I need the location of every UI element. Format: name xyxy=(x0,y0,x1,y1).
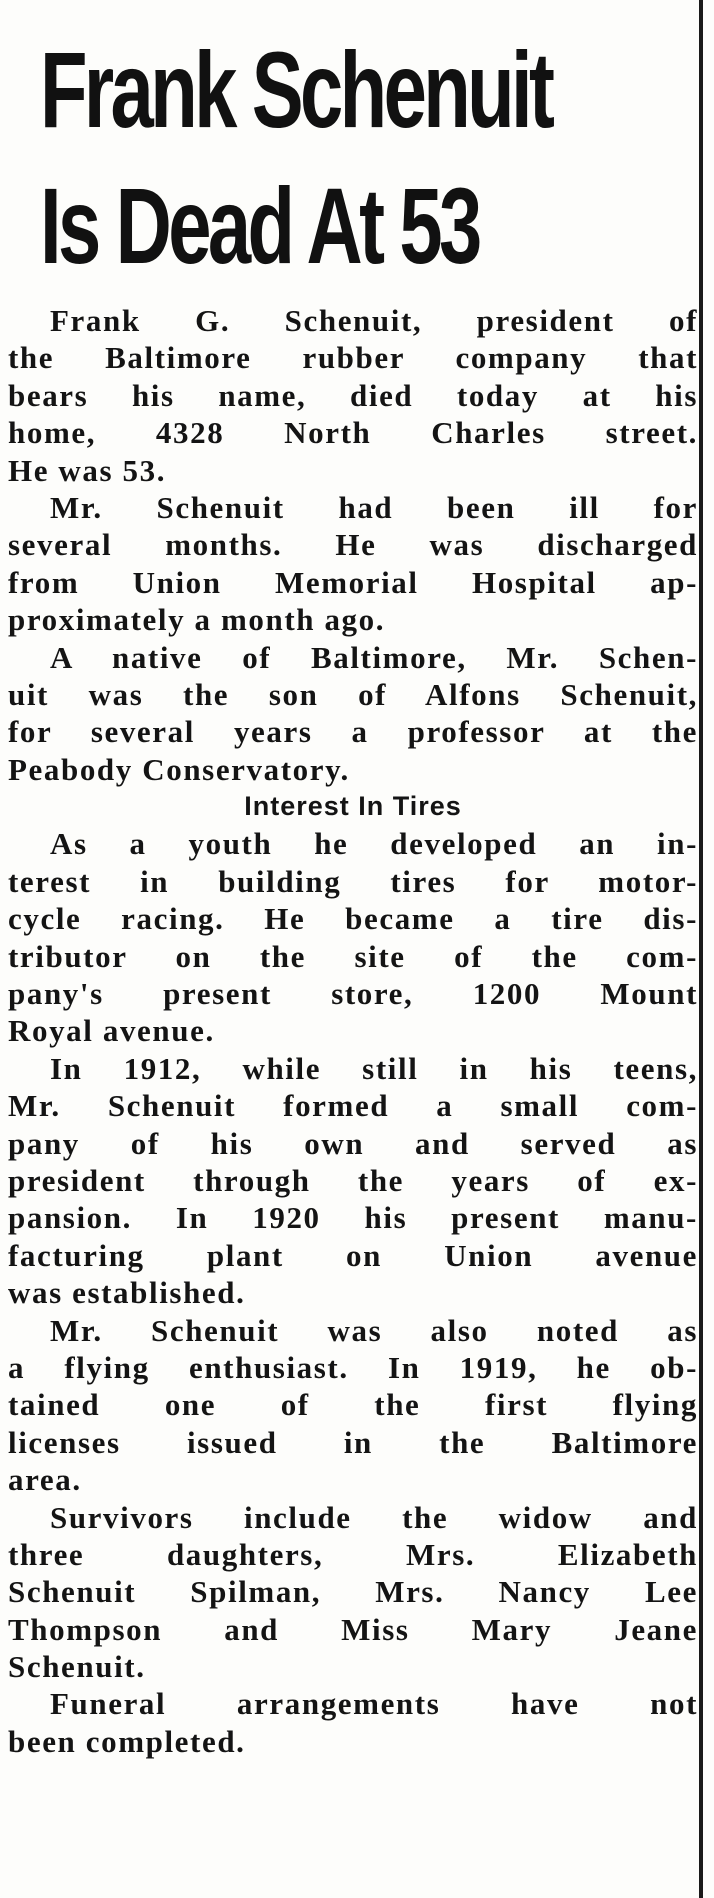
headline xyxy=(40,22,552,294)
article-line: area. xyxy=(8,1462,82,1498)
article-line: home, 4328 North Charles street. xyxy=(8,415,698,451)
article-line: Mr. Schenuit was also noted as xyxy=(50,1312,698,1348)
article-line: terest in building tires for motor- xyxy=(8,863,698,899)
column-rule xyxy=(699,0,703,1898)
article-line: uit was the son of Alfons Schenuit, xyxy=(8,676,698,712)
article-line: pansion. In 1920 his present manu- xyxy=(8,1200,698,1236)
article-line: Funeral arrangements have not xyxy=(50,1686,698,1722)
article-line: been completed. xyxy=(8,1723,246,1759)
article-line: three daughters, Mrs. Elizabeth xyxy=(8,1536,698,1572)
article-line: pany of his own and served as xyxy=(8,1125,698,1161)
article-line: bears his name, died today at his xyxy=(8,377,698,413)
article-line: A native of Baltimore, Mr. Schen- xyxy=(50,639,698,675)
article-body xyxy=(8,302,698,1760)
article-line: Royal avenue. xyxy=(8,1013,215,1049)
article-line: the Baltimore rubber company that xyxy=(8,340,698,376)
article-line: Thompson and Miss Mary Jeane xyxy=(8,1611,698,1647)
article-line: Mr. Schenuit formed a small com- xyxy=(8,1088,698,1124)
article-line: Schenuit Spilman, Mrs. Nancy Lee xyxy=(8,1574,698,1610)
article-line: facturing plant on Union avenue xyxy=(8,1237,698,1273)
article-line: tributor on the site of the com- xyxy=(8,938,698,974)
article-line: He was 53. xyxy=(8,452,167,488)
article-line: cycle racing. He became a tire dis- xyxy=(8,901,698,937)
article-line: proximately a month ago. xyxy=(8,602,386,638)
headline-line-1: Frank Schenuit xyxy=(40,29,552,150)
article-line: Peabody Conservatory. xyxy=(8,751,350,787)
article-line: As a youth he developed an in- xyxy=(50,826,698,862)
article-line: was established. xyxy=(8,1275,246,1311)
article-line: Frank G. Schenuit, president of xyxy=(50,303,698,338)
article-line: a flying enthusiast. In 1919, he ob- xyxy=(8,1349,698,1385)
article-line: In 1912, while still in his teens, xyxy=(50,1050,698,1086)
article-line: for several years a professor at the xyxy=(8,714,698,750)
article-line: Schenuit. xyxy=(8,1649,146,1685)
article-line: tained one of the first flying xyxy=(8,1387,698,1423)
article-line: from Union Memorial Hospital ap- xyxy=(8,564,698,600)
article-line: Mr. Schenuit had been ill for xyxy=(50,489,698,525)
article-line: licenses issued in the Baltimore xyxy=(8,1424,698,1460)
subheading: Interest In Tires xyxy=(244,791,462,822)
article-line: pany's present store, 1200 Mount xyxy=(8,976,698,1012)
article-line: several months. He was discharged xyxy=(8,527,698,563)
article-line: Survivors include the widow and xyxy=(50,1499,698,1535)
article-line: president through the years of ex- xyxy=(8,1162,698,1198)
headline-line-2: Is Dead At 53 xyxy=(40,165,479,286)
